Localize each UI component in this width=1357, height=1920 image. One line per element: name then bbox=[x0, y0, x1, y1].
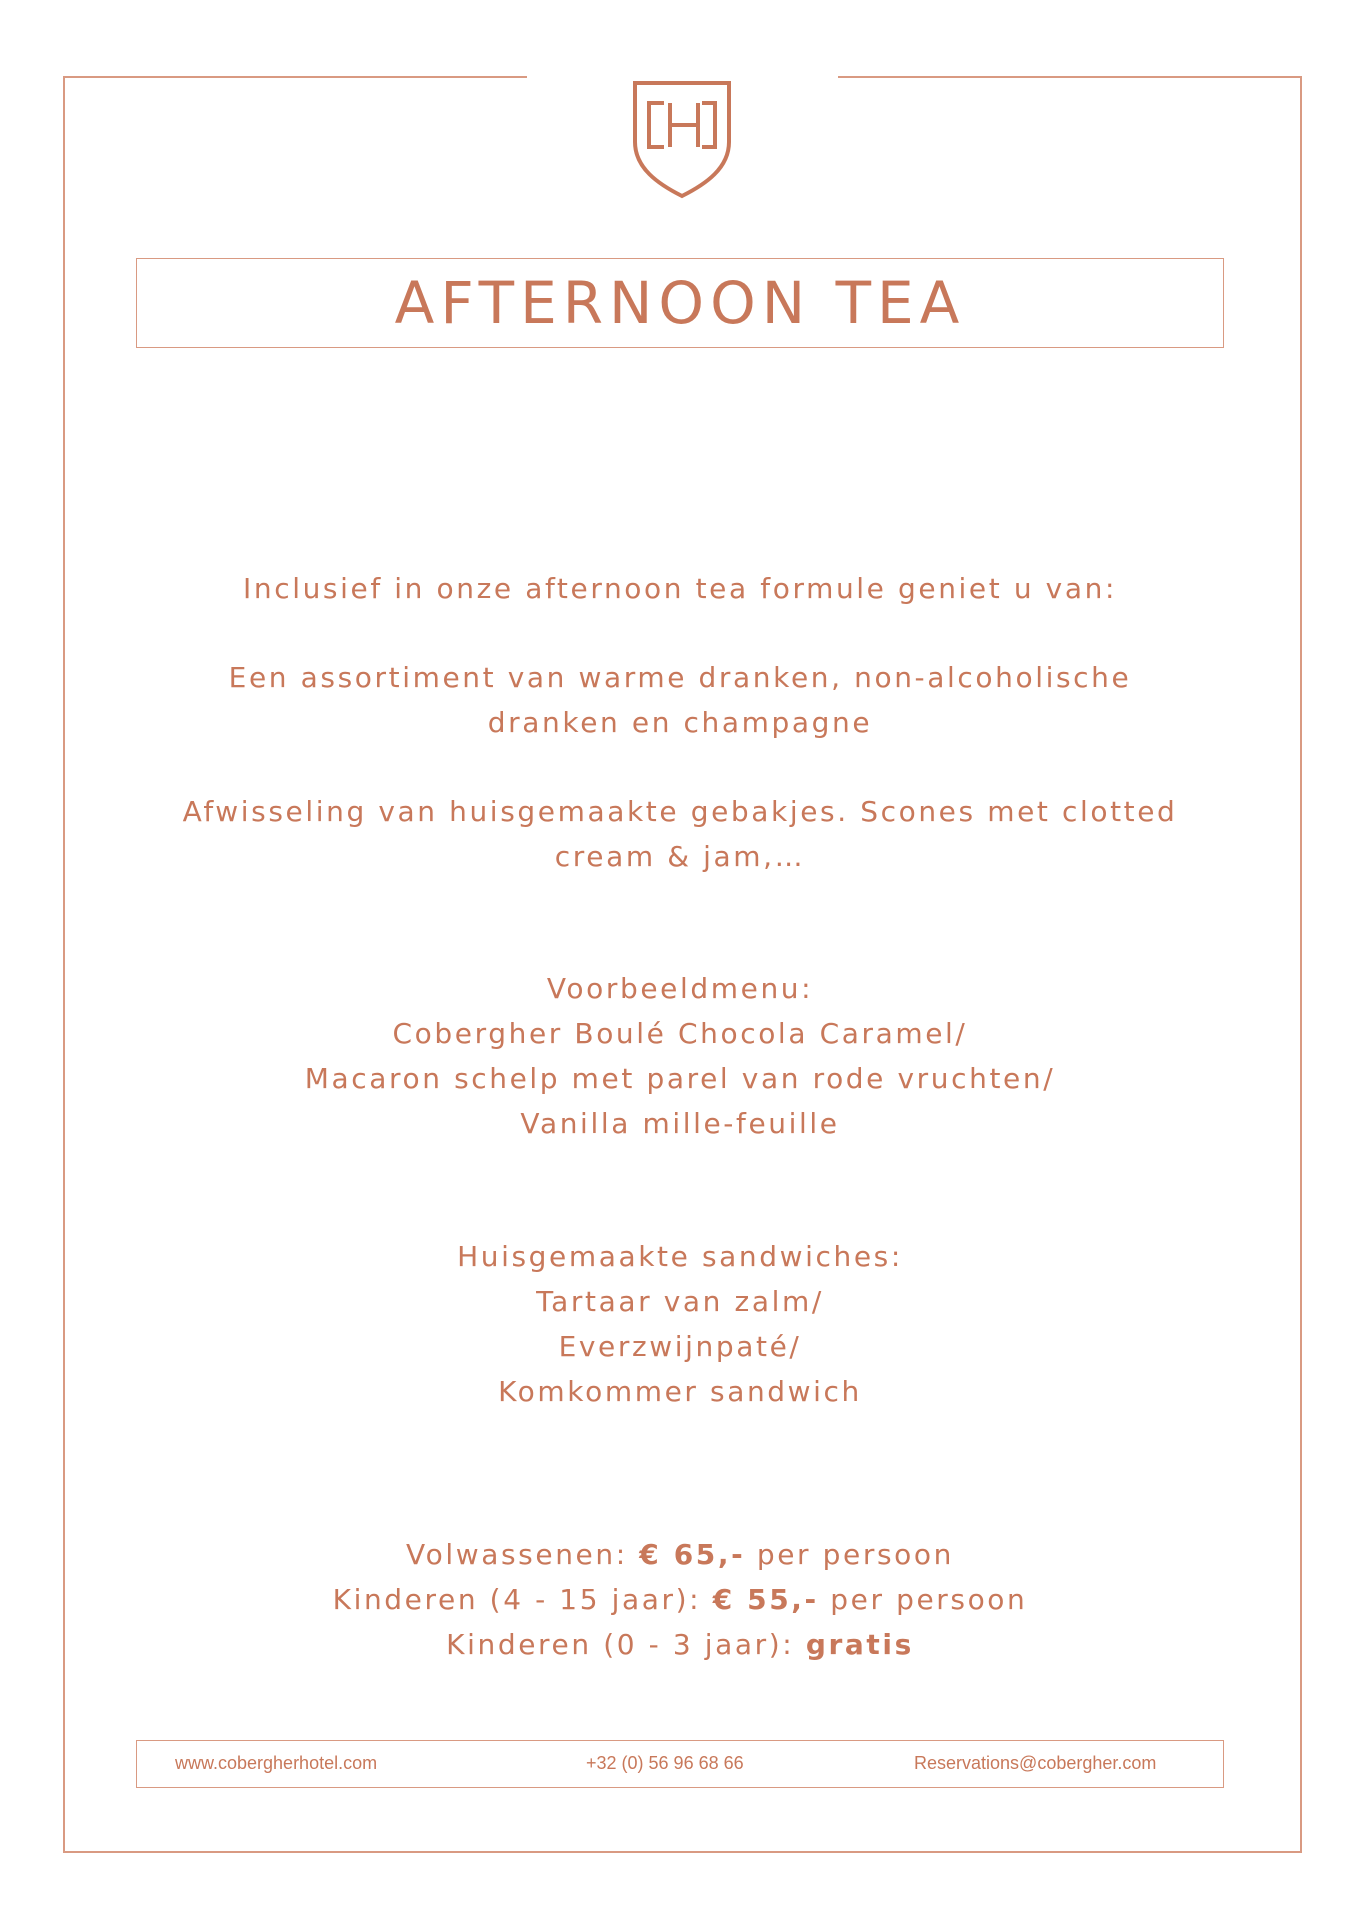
price-label: Kinderen (0 - 3 jaar): bbox=[446, 1628, 806, 1661]
price-value: € 55,- bbox=[712, 1583, 819, 1616]
frame-right bbox=[1300, 76, 1302, 1852]
phone-link[interactable]: +32 (0) 56 96 68 66 bbox=[586, 1753, 744, 1773]
drinks-line-1: Een assortiment van warme dranken, non-alcoholische bbox=[228, 661, 1132, 694]
sandwiches-block bbox=[136, 1234, 1224, 1414]
price-value: € 65,- bbox=[639, 1538, 746, 1571]
email-link[interactable]: Reservations@cobergher.com bbox=[914, 1753, 1157, 1773]
menu-content bbox=[136, 0, 1224, 1700]
price-value: gratis bbox=[805, 1628, 914, 1661]
drinks-line-2: dranken en champagne bbox=[487, 706, 873, 739]
sample-menu-block bbox=[136, 966, 1224, 1146]
intro-block bbox=[136, 566, 1224, 611]
contact-footer bbox=[136, 1740, 1224, 1788]
sandwich-item: Tartaar van zalm/ bbox=[536, 1285, 824, 1318]
pastries-line-2: cream & jam,… bbox=[554, 840, 806, 873]
pastries-block bbox=[136, 789, 1224, 879]
sandwich-item: Komkommer sandwich bbox=[498, 1375, 862, 1408]
price-suffix: per persoon bbox=[818, 1583, 1028, 1616]
price-line-toddlers bbox=[136, 1622, 1224, 1667]
price-line-children bbox=[136, 1577, 1224, 1622]
frame-left bbox=[63, 76, 65, 1852]
intro-text: Inclusief in onze afternoon tea formule geniet u van: bbox=[243, 572, 1117, 605]
frame-bottom bbox=[63, 1851, 1302, 1853]
price-label: Volwassenen: bbox=[406, 1538, 640, 1571]
page-title: AFTERNOON TEA bbox=[394, 269, 966, 337]
price-line-adults bbox=[136, 1532, 1224, 1577]
pastries-line-1: Afwisseling van huisgemaakte gebakjes. Scones met clotted bbox=[182, 795, 1178, 828]
website-link[interactable]: www.cobergherhotel.com bbox=[175, 1753, 378, 1773]
drinks-block bbox=[136, 655, 1224, 745]
prices-block bbox=[136, 1532, 1224, 1667]
sample-menu-heading: Voorbeeldmenu: bbox=[546, 972, 814, 1005]
price-suffix: per persoon bbox=[745, 1538, 954, 1571]
sample-menu-item: Cobergher Boulé Chocola Caramel/ bbox=[392, 1017, 968, 1050]
sample-menu-item: Vanilla mille-feuille bbox=[520, 1107, 840, 1140]
sample-menu-item: Macaron schelp met parel van rode vruchten/ bbox=[304, 1062, 1056, 1095]
sandwiches-heading: Huisgemaakte sandwiches: bbox=[457, 1240, 903, 1273]
price-label: Kinderen (4 - 15 jaar): bbox=[332, 1583, 713, 1616]
sandwich-item: Everzwijnpaté/ bbox=[558, 1330, 802, 1363]
